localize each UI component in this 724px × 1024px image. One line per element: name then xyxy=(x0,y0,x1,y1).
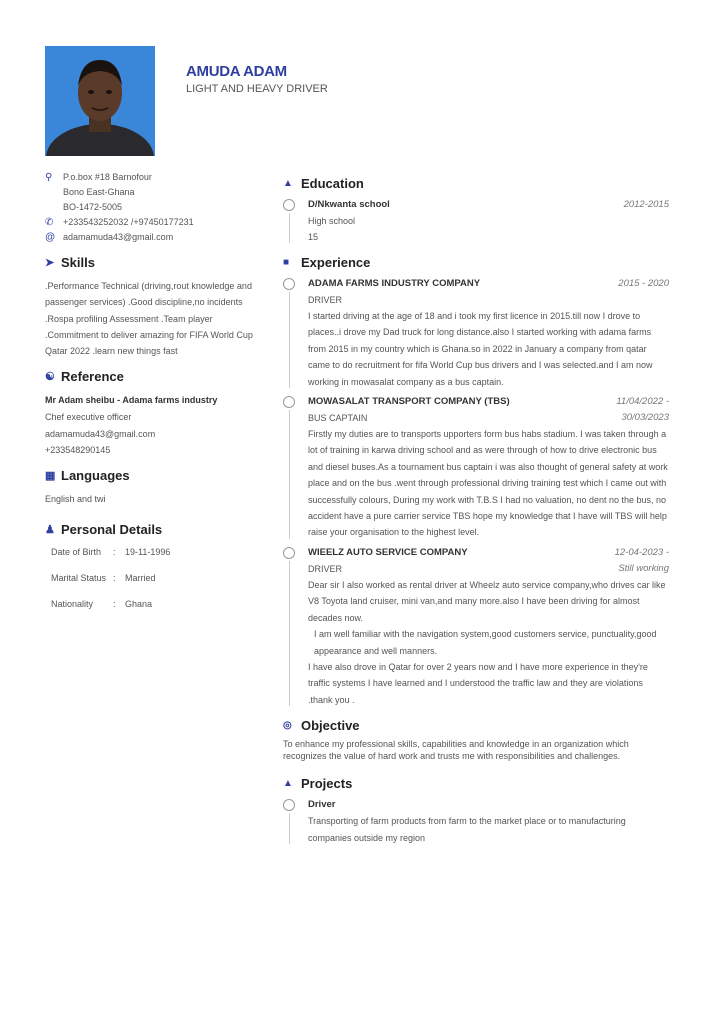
project-title: Driver xyxy=(308,799,336,811)
education-heading xyxy=(283,176,669,191)
reference-position: Chef executive officer xyxy=(45,412,132,423)
left-column xyxy=(45,170,263,625)
briefcase-icon: ■ xyxy=(283,257,290,268)
email-row xyxy=(45,230,263,245)
timeline-dot xyxy=(283,199,295,211)
experience-date-end: 30/03/2023 xyxy=(621,412,669,424)
flask-icon: ▲ xyxy=(283,778,293,790)
experience-company: WIEELZ AUTO SERVICE COMPANY xyxy=(308,546,468,558)
skills-title: Skills xyxy=(61,255,95,270)
languages-text: English and twi xyxy=(45,494,106,505)
personal-row-dob xyxy=(45,547,263,573)
phone-icon: ✆ xyxy=(45,217,54,228)
location-pin-icon: ⚲ xyxy=(45,172,53,183)
graduation-cap-icon: ▲ xyxy=(283,178,293,189)
objective-text: To enhance my professional skills, capabilities and knowledge in an organization which recognizes the value of hard work and trusts me with responsibilities and challenges. xyxy=(283,739,629,761)
nationality-colon: : xyxy=(113,598,116,609)
objective-heading xyxy=(283,718,669,733)
at-sign-icon: @ xyxy=(45,232,56,243)
personal-details-heading xyxy=(45,522,263,537)
phone-row xyxy=(45,215,263,230)
experience-heading xyxy=(283,255,669,270)
timeline-line xyxy=(289,292,290,388)
nationality-label: Nationality xyxy=(51,598,94,609)
timeline-line xyxy=(289,813,290,844)
languages-title: Languages xyxy=(61,468,130,484)
timeline-dot xyxy=(283,278,295,290)
education-level: High school xyxy=(308,216,356,226)
candidate-name: AMUDA ADAM xyxy=(186,63,287,80)
rocket-icon: ➤ xyxy=(45,257,55,269)
address-line-3: BO-1472-5005 xyxy=(63,202,123,212)
projects-title: Projects xyxy=(301,776,353,792)
personal-details-title: Personal Details xyxy=(61,521,163,537)
skills-heading xyxy=(45,255,263,270)
experience-date: 2015 - 2020 xyxy=(618,278,669,289)
experience-date: 11/04/2022 - xyxy=(616,396,669,408)
experience-entry-3 xyxy=(283,545,669,708)
experience-description: Firstly my duties are to transports upporters form bus habs stadium. I was taken through a lot of training in karwa driving school and as were through of how to drive electronic bus and diesel buses.As a tournament bus captain i was also thought of general safety at work place and on the bus .went through professional driving training test which I came out with successfully colours, During my work with T.B.S I had no valuation, no dent no the bus, no accident have a pure carrier service TBS hope my knowledge that I have will TBS will help raise your organisation to the highest level. xyxy=(308,429,668,538)
right-column xyxy=(283,176,669,856)
experience-date: 12-04-2023 - xyxy=(614,546,669,558)
target-icon: ◎ xyxy=(283,720,292,732)
contact-block xyxy=(45,170,263,245)
personal-details-table xyxy=(45,547,263,625)
marital-colon: : xyxy=(113,572,116,583)
projects-heading xyxy=(283,776,669,791)
skills-text: .Performance Technical (driving,rout knowledge and passenger services) .Good discipline,no incidents .Rospa profiling Assessment .Team player .Commitment to deliver amazing for FIFA World Cup Qatar 2022 .learn new things fast xyxy=(45,281,253,357)
dob-label: Date of Birth xyxy=(51,546,102,557)
profile-photo xyxy=(45,46,155,156)
experience-title: Experience xyxy=(301,255,371,270)
timeline-dot xyxy=(283,547,295,559)
marital-label: Marital Status xyxy=(51,572,107,583)
experience-section xyxy=(283,255,669,708)
objective-section xyxy=(283,718,669,762)
projects-section xyxy=(283,776,669,846)
reference-name: Mr Adam sheibu - Adama farms industry xyxy=(45,395,218,406)
timeline-line xyxy=(289,213,290,243)
job-title: LIGHT AND HEAVY DRIVER xyxy=(186,83,328,95)
experience-entry-2 xyxy=(283,394,669,541)
phone-number: +233543252032 /+97450177231 xyxy=(63,217,194,227)
address-line-2: Bono East-Ghana xyxy=(63,187,135,197)
experience-company: ADAMA FARMS INDUSTRY COMPANY xyxy=(308,278,481,289)
experience-description-2: I am well familiar with the navigation system,good customers service, punctuality,good appearance and well manners. xyxy=(314,629,657,656)
experience-company: MOWASALAT TRANSPORT COMPANY (TBS) xyxy=(308,396,510,408)
experience-description-3: I have also drove in Qatar for over 2 years now and I have more experience in they're traffic systems I have learned and I understood the traffic law and they are violations .thank you . xyxy=(308,661,648,705)
education-entry xyxy=(283,197,669,245)
nationality-value: Ghana xyxy=(125,598,153,609)
dob-value: 19-11-1996 xyxy=(125,546,171,557)
experience-entry-1 xyxy=(283,276,669,390)
education-school: D/Nkwanta school xyxy=(308,199,390,210)
marital-value: Married xyxy=(125,572,156,583)
personal-row-marital xyxy=(45,573,263,599)
languages-heading xyxy=(45,468,263,483)
education-section xyxy=(283,176,669,245)
experience-date-end: Still working xyxy=(618,562,669,574)
timeline-dot xyxy=(283,396,295,408)
reference-email: adamamuda43@gmail.com xyxy=(45,428,156,439)
project-entry xyxy=(283,797,669,846)
experience-role: DRIVER xyxy=(308,563,343,574)
address-line-1: P.o.box #18 Barnofour xyxy=(63,172,152,182)
reference-title: Reference xyxy=(61,369,124,385)
dob-colon: : xyxy=(113,546,116,557)
address-row xyxy=(45,170,263,215)
objective-title: Objective xyxy=(301,718,360,734)
timeline-dot xyxy=(283,799,295,811)
timeline-line xyxy=(289,561,290,706)
experience-description: I started driving at the age of 18 and i took my first licence in 2015.till now I drove to places..i drove my Dad truck for long distance.also I started working with adama farms from 2015 in my country which is Ghana.so in 2022 in January a company from qatar came to do recruitment for fifa World Cup bus drivers and I was selected.and I am now working in mowasalat company as a bus captain. xyxy=(308,311,653,387)
people-icon: ☯ xyxy=(45,371,55,384)
reference-heading xyxy=(45,369,263,384)
translate-icon: ▦ xyxy=(45,470,56,483)
experience-role: BUS CAPTAIN xyxy=(308,413,368,424)
personal-row-nationality xyxy=(45,599,263,625)
person-icon: ♟ xyxy=(45,523,55,536)
education-detail: 15 xyxy=(308,232,319,242)
education-date: 2012-2015 xyxy=(623,199,669,210)
email-address: adamamuda43@gmail.com xyxy=(63,232,174,242)
experience-role: DRIVER xyxy=(308,295,343,305)
project-description: Transporting of farm products from farm to the market place or to manufacturing companies outside my region xyxy=(308,816,626,843)
reference-phone: +233548290145 xyxy=(45,445,111,456)
experience-description: Dear sir I also worked as rental driver at Wheelz auto service company,who drives car like V8 Toyota land cruiser, mini van,and many more.also I have been driving for almost decades now. xyxy=(308,579,666,623)
education-title: Education xyxy=(301,176,364,191)
timeline-line xyxy=(289,410,290,539)
